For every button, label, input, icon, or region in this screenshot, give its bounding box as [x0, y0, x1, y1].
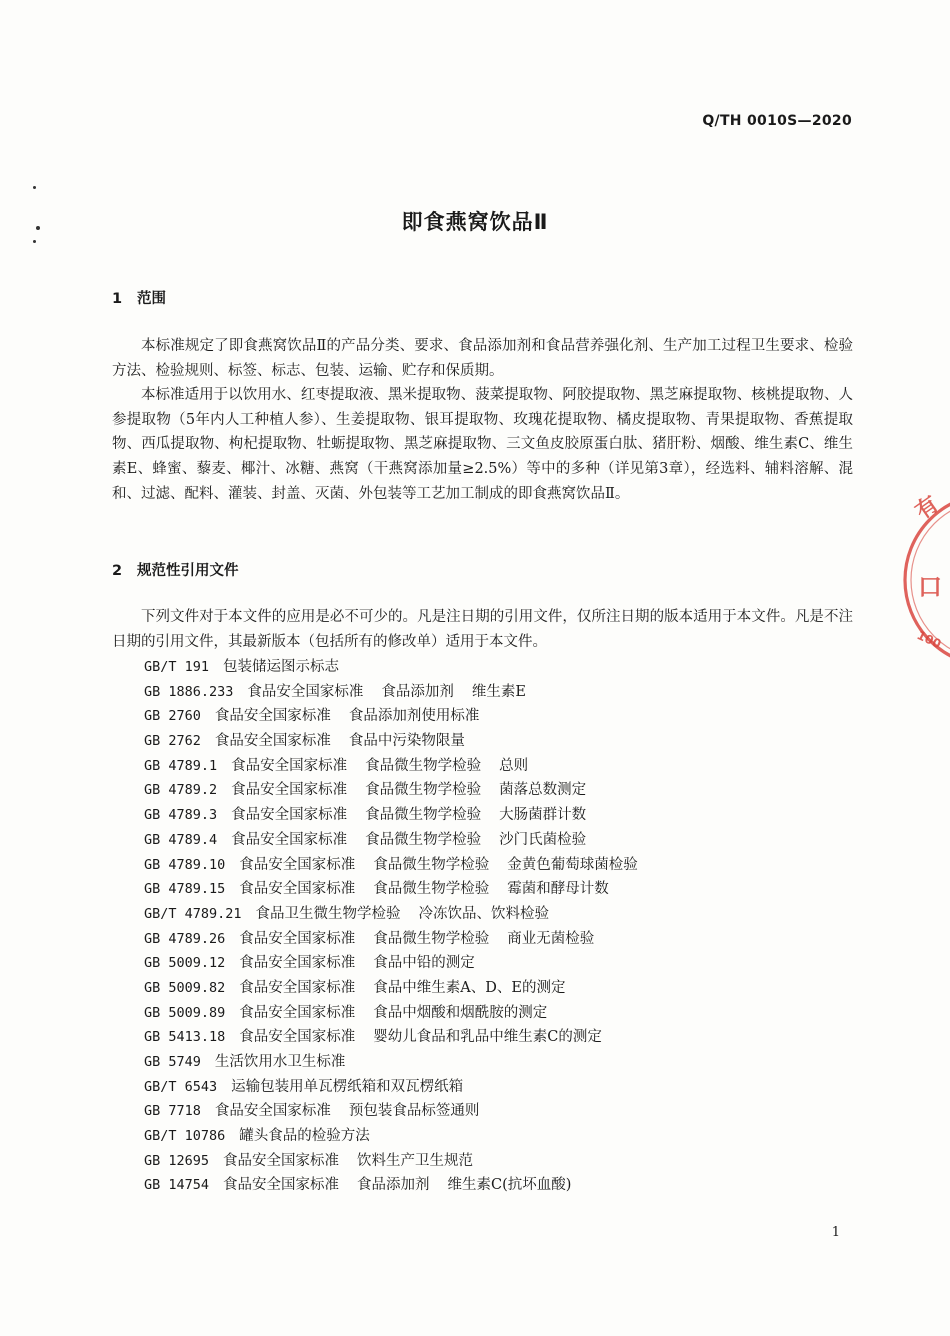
reference-title-part: 食品安全国家标准	[239, 1029, 356, 1046]
reference-title-part: 食品安全国家标准	[231, 831, 348, 848]
reference-item	[144, 976, 844, 1001]
reference-code: GB 5413.18	[144, 1029, 226, 1046]
reference-item	[144, 853, 844, 878]
reference-item	[144, 877, 844, 902]
reference-code: GB 4789.2	[144, 782, 218, 799]
reference-code: GB/T 10786	[144, 1128, 226, 1145]
reference-item	[144, 729, 844, 754]
reference-item	[144, 902, 844, 927]
section-1-body	[112, 334, 853, 506]
section-2-heading	[112, 559, 239, 580]
paragraph: 下列文件对于本文件的应用是必不可少的。凡是注日期的引用文件，仅所注日期的版本适用于本文件。凡是不注日期的引用文件，其最新版本（包括所有的修改单）适用于本文件。	[112, 609, 853, 650]
reference-title-part: 维生素E	[471, 683, 526, 700]
section-2-body	[112, 605, 853, 654]
section-1-heading	[112, 287, 166, 308]
reference-title-part: 食品添加剂	[381, 683, 454, 700]
reference-code: GB 4789.26	[144, 930, 226, 947]
reference-title-part: 罐头食品的检验方法	[239, 1128, 370, 1145]
reference-title-part: 食品中烟酸和烟酰胺的测定	[373, 1004, 548, 1021]
reference-title-part: 食品安全国家标准	[214, 1103, 331, 1120]
reference-title-part: 商业无菌检验	[507, 930, 595, 947]
reference-title-part: 食品中污染物限量	[348, 733, 465, 750]
reference-title-part: 食品微生物学检验	[365, 831, 482, 848]
reference-code: GB 14754	[144, 1177, 210, 1194]
reference-code: GB 5009.12	[144, 955, 226, 972]
reference-item	[144, 1173, 844, 1198]
paragraph: 本标准适用于以饮用水、红枣提取液、黑米提取物、菠菜提取物、阿胶提取物、黑芝麻提取物、核桃提取物、人参提取物（5年内人工种植人参）、生姜提取物、银耳提取物、玫瑰花提取物、橘皮提取物、青果提取物、香蕉提取物、西瓜提取物、枸杞提取物、牡蛎提取物、黑芝麻提取物、三文鱼皮胶原蛋白肽、猪肝粉、烟酸、维生素C、维生素E、蜂蜜、藜麦、椰汁、冰糖、燕窝（干燕窝添加量≥2.5%）等中的多种（详见第3章），经选料、辅料溶解、混和、过滤、配料、灌装、封盖、灭菌、外包装等工艺加工制成的即食燕窝饮品Ⅱ。	[112, 387, 853, 502]
seal-text: 口	[918, 573, 942, 601]
reference-title-part: 预包装食品标签通则	[348, 1103, 480, 1120]
reference-code: GB 5009.89	[144, 1004, 226, 1021]
section-number: 1	[112, 291, 123, 307]
reference-item	[144, 680, 844, 705]
reference-title-part: 生活饮用水卫生标准	[214, 1054, 346, 1070]
reference-item	[144, 803, 844, 828]
reference-title-part: 食品安全国家标准	[239, 955, 356, 972]
page-number: 1	[831, 1225, 840, 1240]
reference-title-part: 食品微生物学检验	[373, 881, 490, 898]
reference-title-part: 食品安全国家标准	[247, 683, 364, 700]
reference-title-part: 食品安全国家标准	[223, 1177, 340, 1194]
reference-item	[144, 1099, 844, 1124]
reference-title-part: 食品安全国家标准	[239, 930, 356, 947]
reference-title-part: 食品安全国家标准	[231, 807, 348, 824]
reference-code: GB/T 4789.21	[144, 905, 242, 922]
reference-title-part: 食品微生物学检验	[373, 930, 490, 947]
section-title: 范围	[137, 291, 166, 307]
reference-list	[144, 655, 844, 1198]
reference-title-part: 食品中铅的测定	[373, 955, 475, 972]
scan-speck	[33, 240, 36, 243]
reference-item	[144, 1149, 844, 1174]
official-seal-stamp	[896, 480, 950, 680]
reference-title-part: 金黄色葡萄球菌检验	[507, 856, 638, 873]
reference-item	[144, 1050, 844, 1075]
reference-title-part: 沙门氏菌检验	[499, 831, 587, 848]
reference-item	[144, 1075, 844, 1100]
reference-title-part: 维生素C(抗坏血酸)	[447, 1177, 572, 1194]
reference-title-part: 食品安全国家标准	[239, 881, 356, 898]
reference-title-part: 食品添加剂使用标准	[348, 708, 480, 725]
reference-item	[144, 1001, 844, 1026]
reference-item	[144, 1124, 844, 1149]
reference-title-part: 菌落总数测定	[499, 782, 587, 799]
reference-title-part: 食品安全国家标准	[214, 733, 331, 750]
reference-title-part: 食品安全国家标准	[223, 1152, 340, 1169]
reference-code: GB 4789.1	[144, 757, 218, 774]
reference-code: GB 1886.233	[144, 683, 234, 700]
reference-item	[144, 778, 844, 803]
reference-code: GB 4789.10	[144, 856, 226, 873]
reference-title-part: 食品微生物学检验	[373, 856, 490, 873]
reference-title-part: 食品卫生微生物学检验	[255, 905, 401, 922]
scan-speck	[33, 186, 36, 189]
reference-title-part: 食品微生物学检验	[365, 757, 482, 774]
standard-code: Q/TH 0010S—2020	[702, 113, 852, 129]
reference-code: GB 2762	[144, 733, 201, 750]
reference-item	[144, 927, 844, 952]
reference-title-part: 冷冻饮品、饮料检验	[418, 905, 550, 922]
reference-item	[144, 655, 844, 680]
reference-code: GB 12695	[144, 1152, 210, 1169]
reference-code: GB/T 6543	[144, 1078, 218, 1095]
section-number: 2	[112, 563, 123, 579]
reference-title-part: 食品添加剂	[357, 1177, 430, 1194]
reference-title-part: 食品中维生素A、D、E的测定	[373, 979, 566, 996]
reference-title-part: 包装储运图示标志	[223, 659, 340, 675]
reference-code: GB 7718	[144, 1103, 201, 1120]
reference-item	[144, 1025, 844, 1050]
reference-title-part: 食品微生物学检验	[365, 807, 482, 824]
reference-code: GB 5749	[144, 1054, 201, 1070]
section-title: 规范性引用文件	[137, 563, 239, 579]
seal-text: 有	[911, 491, 944, 525]
document-title: 即食燕窝饮品Ⅱ	[401, 210, 549, 234]
reference-title-part: 总则	[499, 757, 529, 774]
reference-title-part: 食品安全国家标准	[239, 1004, 356, 1021]
reference-title-part: 运输包装用单瓦楞纸箱和双瓦楞纸箱	[231, 1078, 464, 1095]
reference-title-part: 食品安全国家标准	[231, 782, 348, 799]
reference-title-part: 食品安全国家标准	[231, 757, 348, 774]
reference-title-part: 婴幼儿食品和乳品中维生素C的测定	[373, 1029, 602, 1046]
reference-title-part: 大肠菌群计数	[499, 807, 587, 824]
reference-item	[144, 828, 844, 853]
reference-code: GB 4789.3	[144, 807, 218, 824]
reference-code: GB 2760	[144, 708, 201, 725]
reference-title-part: 饮料生产卫生规范	[357, 1152, 474, 1169]
reference-code: GB/T 191	[144, 659, 210, 675]
reference-code: GB 4789.15	[144, 881, 226, 898]
reference-title-part: 食品安全国家标准	[214, 708, 331, 725]
paragraph: 本标准规定了即食燕窝饮品Ⅱ的产品分类、要求、食品添加剂和食品营养强化剂、生产加工过程卫生要求、检验方法、检验规则、标签、标志、包装、运输、贮存和保质期。	[112, 338, 853, 379]
seal-text: 100	[914, 628, 944, 652]
reference-item	[144, 951, 844, 976]
reference-title-part: 霉菌和酵母计数	[507, 881, 609, 898]
reference-item	[144, 754, 844, 779]
reference-title-part: 食品安全国家标准	[239, 856, 356, 873]
reference-title-part: 食品微生物学检验	[365, 782, 482, 799]
reference-title-part: 食品安全国家标准	[239, 979, 356, 996]
reference-code: GB 5009.82	[144, 979, 226, 996]
reference-item	[144, 704, 844, 729]
reference-code: GB 4789.4	[144, 831, 218, 848]
